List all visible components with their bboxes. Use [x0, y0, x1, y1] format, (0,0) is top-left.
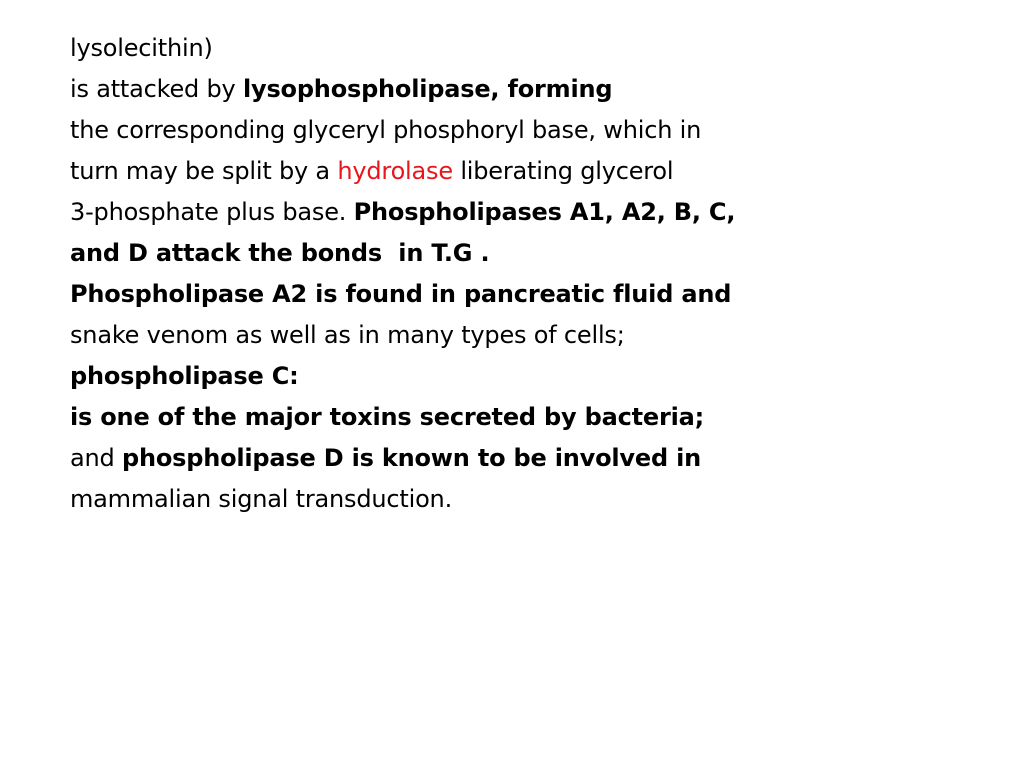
text-segment: mammalian signal transduction.	[70, 485, 452, 513]
text-line	[70, 274, 970, 315]
text-segment: liberating glycerol	[452, 157, 674, 185]
highlighted-term-hydrolase: hydrolase	[337, 157, 453, 185]
text-segment-bold: is one of the major toxins secreted by bacteria;	[70, 403, 705, 431]
text-segment-bold: Phospholipase A2 is found in pancreatic fluid and	[70, 280, 732, 308]
text-segment: is attacked by	[70, 75, 243, 103]
text-segment-bold: phospholipase C:	[70, 362, 299, 390]
text-segment: lysolecithin)	[70, 34, 213, 62]
text-segment-bold: lysophospholipase, forming	[242, 75, 613, 103]
text-line	[70, 151, 970, 192]
text-segment-bold: and D attack the bonds in T.G .	[70, 239, 490, 267]
text-segment: snake venom as well as in many types of cells;	[70, 321, 625, 349]
text-segment-bold: Phospholipases A1, A2, B, C,	[353, 198, 736, 226]
text-segment: the corresponding glyceryl phosphoryl base, which in	[70, 116, 702, 144]
text-line	[70, 479, 970, 520]
text-line	[70, 356, 970, 397]
text-line	[70, 233, 970, 274]
text-line	[70, 110, 970, 151]
slide-body-text	[70, 28, 970, 520]
text-line	[70, 28, 970, 69]
text-segment: and	[70, 444, 122, 472]
text-line	[70, 397, 970, 438]
text-line	[70, 315, 970, 356]
text-segment: turn may be split by a	[70, 157, 338, 185]
text-line	[70, 69, 970, 110]
text-line	[70, 438, 970, 479]
text-segment: 3-phosphate plus base.	[70, 198, 354, 226]
text-segment-bold: phospholipase D is known to be involved in	[121, 444, 701, 472]
text-line	[70, 192, 970, 233]
